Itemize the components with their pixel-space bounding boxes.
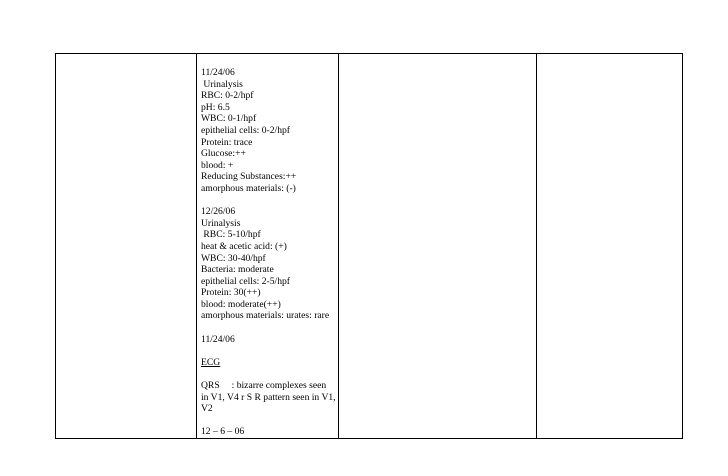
urinalysis-1-ph: pH: 6.5: [201, 101, 230, 113]
urinalysis-2-date: 12/26/06: [201, 206, 236, 218]
urinalysis-1-date: 11/24/06: [201, 67, 235, 78]
empty-cell-left: [56, 54, 197, 439]
urinalysis-1-reducing: Reducing Substances:++: [201, 171, 297, 183]
urinalysis-2-blood: blood: moderate(++): [201, 298, 281, 310]
spacer: [201, 415, 336, 427]
ecg-qrs-line-1: QRS : bizarre complexes seen: [201, 380, 327, 392]
urinalysis-2-epithelial: epithelial cells: 2-5/hpf: [201, 275, 290, 287]
trailing-date: 12 – 6 – 06: [201, 426, 245, 438]
ecg-qrs-line-3: V2: [201, 403, 213, 415]
urinalysis-1-protein: Protein: trace: [201, 136, 253, 148]
urinalysis-2-wbc: WBC: 30-40/hpf: [201, 252, 266, 264]
empty-cell-right: [536, 54, 682, 439]
ecg-qrs-line-2: in V1, V4 r S R pattern seen in V1,: [201, 391, 336, 403]
urinalysis-2-heat-acetic: heat & acetic acid: (+): [201, 240, 287, 252]
spacer: [201, 368, 336, 380]
urinalysis-2-rbc: RBC: 5-10/hpf: [201, 229, 261, 241]
urinalysis-1-amorphous: amorphous materials: (-): [201, 182, 296, 194]
urinalysis-1-epithelial: epithelial cells: 0-2/hpf: [201, 124, 290, 136]
lab-results-table: [55, 53, 683, 439]
lab-results-cell: [197, 54, 339, 439]
urinalysis-2-protein: Protein: 30(++): [201, 287, 261, 299]
ecg-date: 11/24/06: [201, 333, 235, 345]
ecg-title: ECG: [201, 356, 221, 368]
urinalysis-2-title: Urinalysis: [201, 217, 241, 229]
table-row: [56, 54, 683, 439]
urinalysis-1-rbc: RBC: 0-2/hpf: [201, 90, 254, 102]
spacer: [201, 345, 336, 357]
spacer: [201, 322, 336, 334]
urinalysis-1-glucose: Glucose:++: [201, 148, 246, 160]
urinalysis-1-title: Urinalysis: [201, 78, 243, 90]
urinalysis-2-amorphous: amorphous materials: urates: rare: [201, 310, 330, 322]
empty-cell-middle: [338, 54, 536, 439]
urinalysis-1-wbc: WBC: 0-1/hpf: [201, 113, 257, 125]
spacer: [201, 195, 336, 207]
urinalysis-2-bacteria: Bacteria: moderate: [201, 264, 274, 276]
urinalysis-1-blood: blood: +: [201, 159, 234, 171]
lab-results-text: [197, 54, 338, 438]
